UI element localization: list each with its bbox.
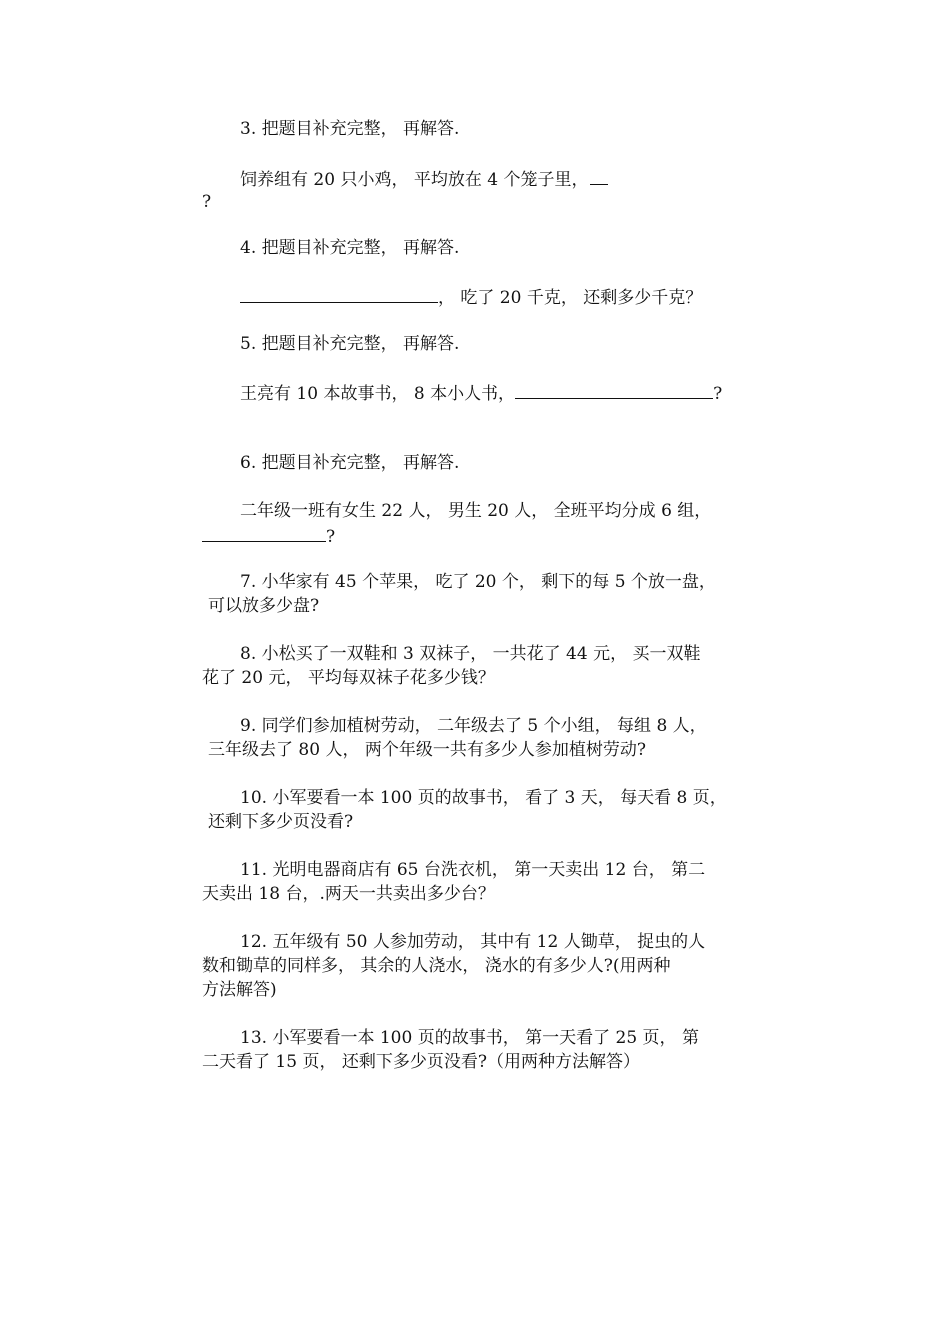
q3-text-row (240, 166, 608, 192)
q3-end: ? (202, 192, 212, 212)
q8-line1: 8. 小松买了一双鞋和 3 双袜子， 一共花了 44 元， 买一双鞋 (240, 644, 701, 664)
q5-text: 王亮有 10 本故事书， 8 本小人书， (240, 384, 516, 404)
q5-text-row (240, 380, 722, 406)
q3-text: 饲养组有 20 只小鸡， 平均放在 4 个笼子里， (240, 170, 589, 190)
q4-text: ， 吃了 20 千克， 还剩多少千克？ (438, 288, 703, 308)
q13-line1: 13. 小军要看一本 100 页的故事书， 第一天看了 25 页， 第 (240, 1028, 699, 1048)
q4-text-row (240, 284, 702, 310)
q6-answer-row (202, 523, 335, 549)
q8-line2: 花了 20 元， 平均每双袜子花多少钱？ (202, 668, 495, 688)
q10-line1: 10. 小军要看一本 100 页的故事书， 看了 3 天， 每天看 8 页， (240, 788, 727, 808)
q9-line1: 9. 同学们参加植树劳动， 二年级去了 5 个小组， 每组 8 人， (240, 716, 707, 736)
q3-title: 3. 把题目补充完整， 再解答. (240, 119, 460, 139)
q4-answer-blank[interactable] (240, 284, 438, 303)
q6-answer-blank[interactable] (202, 523, 326, 542)
q4-title: 4. 把题目补充完整， 再解答. (240, 238, 460, 258)
q7-line2: 可以放多少盘? (208, 596, 320, 616)
q6-text: 二年级一班有女生 22 人， 男生 20 人， 全班平均分成 6 组， (240, 501, 712, 521)
q13-line2: 二天看了 15 页， 还剩下多少页没看?（用两种方法解答） (202, 1052, 640, 1072)
q5-answer-blank[interactable] (515, 380, 713, 399)
q11-line1: 11. 光明电器商店有 65 台洗衣机， 第一天卖出 12 台， 第二 (240, 860, 706, 880)
q12-line3: 方法解答) (202, 980, 277, 1000)
q7-line1: 7. 小华家有 45 个苹果， 吃了 20 个， 剩下的每 5 个放一盘， (240, 572, 716, 592)
q11-line2: 天卖出 18 台，.两天一共卖出多少台？ (202, 884, 495, 904)
q6-end: ? (326, 527, 336, 547)
q12-line1: 12. 五年级有 50 人参加劳动， 其中有 12 人锄草， 捉虫的人 (240, 932, 706, 952)
q5-end: ? (713, 384, 723, 404)
q3-answer-blank[interactable] (590, 166, 608, 185)
q5-title: 5. 把题目补充完整， 再解答. (240, 334, 460, 354)
q6-title: 6. 把题目补充完整， 再解答. (240, 453, 460, 473)
q9-line2: 三年级去了 80 人， 两个年级一共有多少人参加植树劳动? (208, 740, 646, 760)
q12-line2: 数和锄草的同样多， 其余的人浇水， 浇水的有多少人?(用两种 (202, 956, 671, 976)
q10-line2: 还剩下多少页没看? (208, 812, 354, 832)
